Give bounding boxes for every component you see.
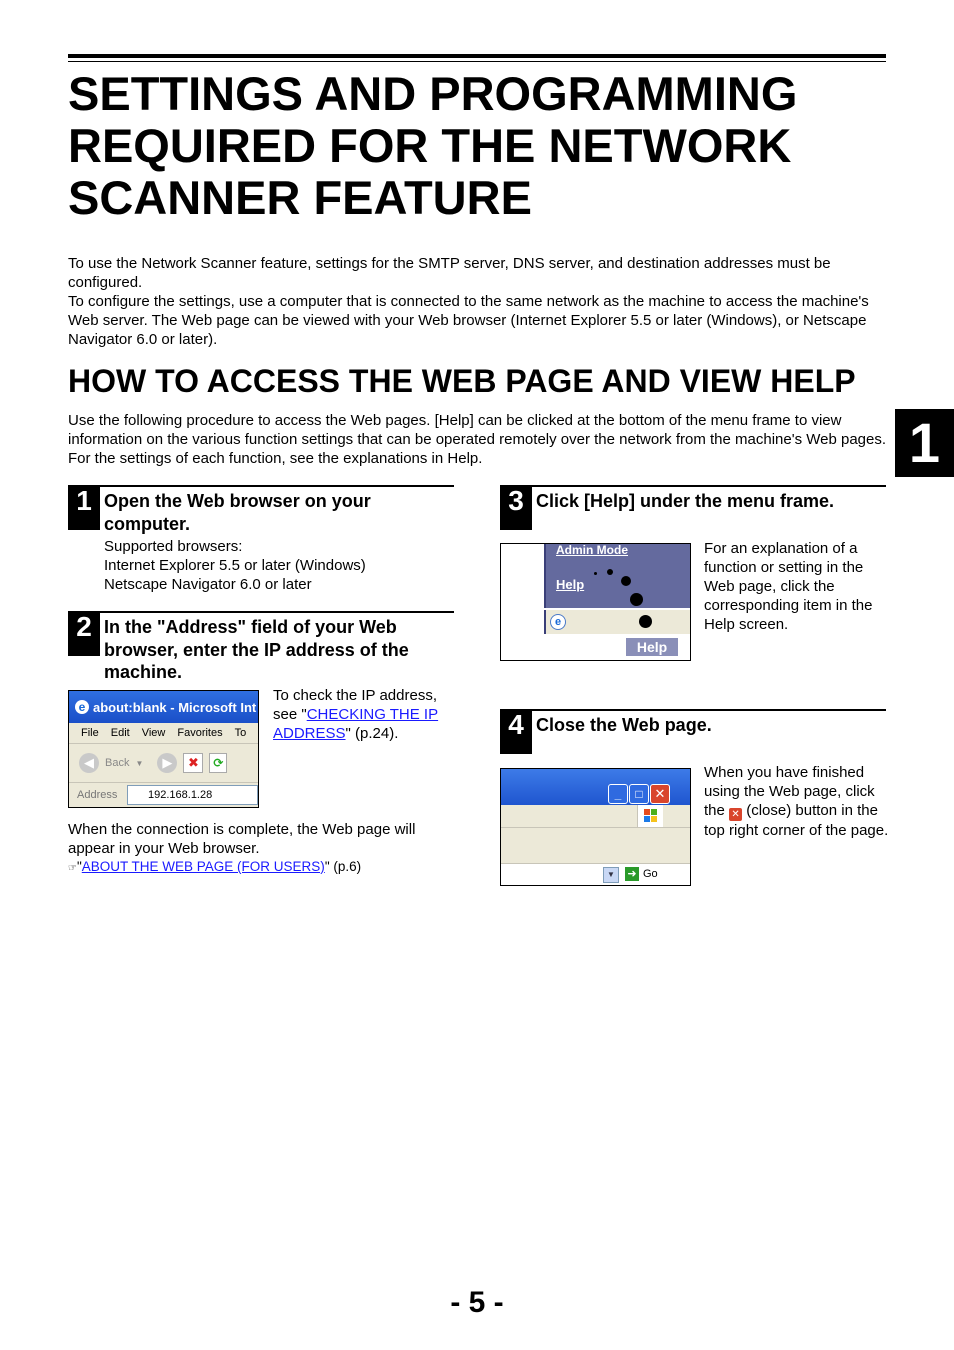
menu-tools[interactable]: To xyxy=(234,727,247,739)
help-menu-link[interactable]: Help xyxy=(556,577,585,592)
step-4-heading: Close the Web page. xyxy=(536,715,712,735)
windows-logo-icon xyxy=(644,809,650,815)
menu-view[interactable]: View xyxy=(141,727,166,739)
check-ip-suffix: " (p.24). xyxy=(345,725,399,742)
chevron-down-icon[interactable]: ▼ xyxy=(603,867,619,883)
windows-logo-icon xyxy=(651,816,657,822)
address-input[interactable]: 192.168.1.28 xyxy=(127,785,258,805)
close-button-icon: ✕ xyxy=(729,808,742,821)
browser-title-bar xyxy=(69,691,258,723)
step-2-number: 2 xyxy=(68,611,100,656)
page-title-line: SCANNER FEATURE xyxy=(68,171,532,224)
page-title-line: SETTINGS AND PROGRAMMING xyxy=(68,67,798,120)
window-address-row xyxy=(501,863,690,886)
check-ip-prefix: To check the IP address, see " xyxy=(273,687,437,723)
step-4-description xyxy=(704,763,890,840)
admin-mode-link[interactable]: Admin Mode xyxy=(556,543,628,557)
close-icon[interactable]: ✕ xyxy=(650,784,670,804)
about-web-page-link[interactable]: ABOUT THE WEB PAGE (FOR USERS) xyxy=(81,859,325,874)
step-2-heading: In the "Address" field of your Web browser, enter the IP address of the machine. xyxy=(104,617,409,682)
address-bar xyxy=(69,783,258,807)
back-arrow-icon[interactable]: ◀ xyxy=(79,753,99,773)
page-title-line: REQUIRED FOR THE NETWORK xyxy=(68,119,792,172)
step-2-rule xyxy=(68,611,454,613)
step-1-number: 1 xyxy=(68,485,100,530)
step-4-desc-prefix: When you have finished using the Web page, click the xyxy=(704,764,875,819)
browser-address-screenshot xyxy=(68,690,259,808)
intro-paragraph-1: To use the Network Scanner feature, settings for the SMTP server, DNS server, and destination addresses must be configured. xyxy=(68,255,831,291)
menu-frame-screenshot xyxy=(500,543,691,661)
section-heading: HOW TO ACCESS THE WEB PAGE AND VIEW HELP xyxy=(68,363,856,399)
step-4-number: 4 xyxy=(500,709,532,754)
go-label[interactable]: Go xyxy=(643,868,658,880)
step-1-body xyxy=(104,537,454,594)
step-1-heading: Open the Web browser on your computer. xyxy=(104,491,371,534)
title-rule-thick xyxy=(68,54,886,58)
window-title-bar xyxy=(501,769,690,805)
address-label: Address xyxy=(77,789,118,801)
cursor-dot-icon xyxy=(630,593,643,606)
status-bar xyxy=(544,610,691,634)
step-4-desc-suffix: (close) button in the top right corner of the page. xyxy=(704,802,889,839)
browser-toolbar xyxy=(69,744,258,783)
windows-logo-icon xyxy=(644,816,650,822)
help-button[interactable]: Help xyxy=(626,638,678,656)
menu-file[interactable]: File xyxy=(81,727,99,739)
supported-browsers-label: Supported browsers: xyxy=(104,538,243,555)
step-3-rule xyxy=(500,485,886,487)
windows-logo-box xyxy=(637,805,663,827)
step-4-rule xyxy=(500,709,886,711)
browser-menu-bar xyxy=(69,723,258,744)
step-2-after-text: When the connection is complete, the Web page will appear in your Web browser. xyxy=(68,821,416,857)
page-number: - 5 - xyxy=(450,1286,504,1319)
back-label[interactable]: Back xyxy=(105,757,130,769)
stop-icon[interactable]: ✖ xyxy=(183,753,203,773)
go-arrow-icon[interactable]: ➜ xyxy=(625,867,639,881)
windows-logo-icon xyxy=(651,809,657,815)
menu-favorites[interactable]: Favorites xyxy=(177,727,223,739)
supported-browser-ie: Internet Explorer 5.5 or later (Windows) xyxy=(104,557,366,574)
menu-edit[interactable]: Edit xyxy=(110,727,130,739)
help-button-area xyxy=(544,634,690,660)
cursor-dot-icon xyxy=(594,572,597,575)
browser-window-title: about:blank - Microsoft Int xyxy=(93,699,257,715)
step-3-number: 3 xyxy=(500,485,532,530)
reference-prefix: " xyxy=(76,859,82,874)
chapter-tab: 1 xyxy=(895,409,954,477)
cursor-dot-icon xyxy=(639,615,652,628)
chevron-down-icon[interactable]: ▼ xyxy=(135,758,144,768)
cursor-dot-icon xyxy=(607,569,613,575)
window-toolbar xyxy=(501,805,690,828)
step-1-rule xyxy=(68,485,454,487)
checking-ip-link[interactable]: CHECKING THE IP ADDRESS xyxy=(273,706,439,742)
reference-icon: ☞ xyxy=(68,863,77,874)
refresh-icon[interactable]: ⟳ xyxy=(209,753,227,773)
ie-icon: e xyxy=(75,700,89,714)
step-3-description: For an explanation of a function or setting in the Web page, click the corresponding item in the Help screen. xyxy=(704,540,873,633)
page-title xyxy=(68,68,898,224)
forward-arrow-icon[interactable]: ▶ xyxy=(157,753,177,773)
section-body: Use the following procedure to access the Web pages. [Help] can be clicked at the bottom of the menu frame to view information on the various function settings that can be operated remotely over the network from the machine's Web pages. For the settings of each function, see the explanations in Help. xyxy=(68,412,887,467)
cursor-dot-icon xyxy=(621,576,631,586)
menu-frame-panel xyxy=(544,544,691,608)
check-ip-note xyxy=(273,686,458,743)
reference-line xyxy=(68,858,361,877)
minimize-icon[interactable]: _ xyxy=(608,784,628,804)
step-3-heading: Click [Help] under the menu frame. xyxy=(536,491,835,511)
intro-paragraph-2: To configure the settings, use a computer that is connected to the same network as the machine to access the machine's Web server. The Web page can be viewed with your Web browser (Internet Explorer 5.5 or later (Windows), or Netscape Navigator 6.0 or later). xyxy=(68,293,869,348)
window-corner-screenshot xyxy=(500,768,691,886)
ie-page-icon: e xyxy=(550,614,566,630)
maximize-icon[interactable]: □ xyxy=(629,784,649,804)
reference-suffix: " (p.6) xyxy=(324,859,362,874)
supported-browser-netscape: Netscape Navigator 6.0 or later xyxy=(104,576,312,593)
title-rule-thin xyxy=(68,61,886,62)
